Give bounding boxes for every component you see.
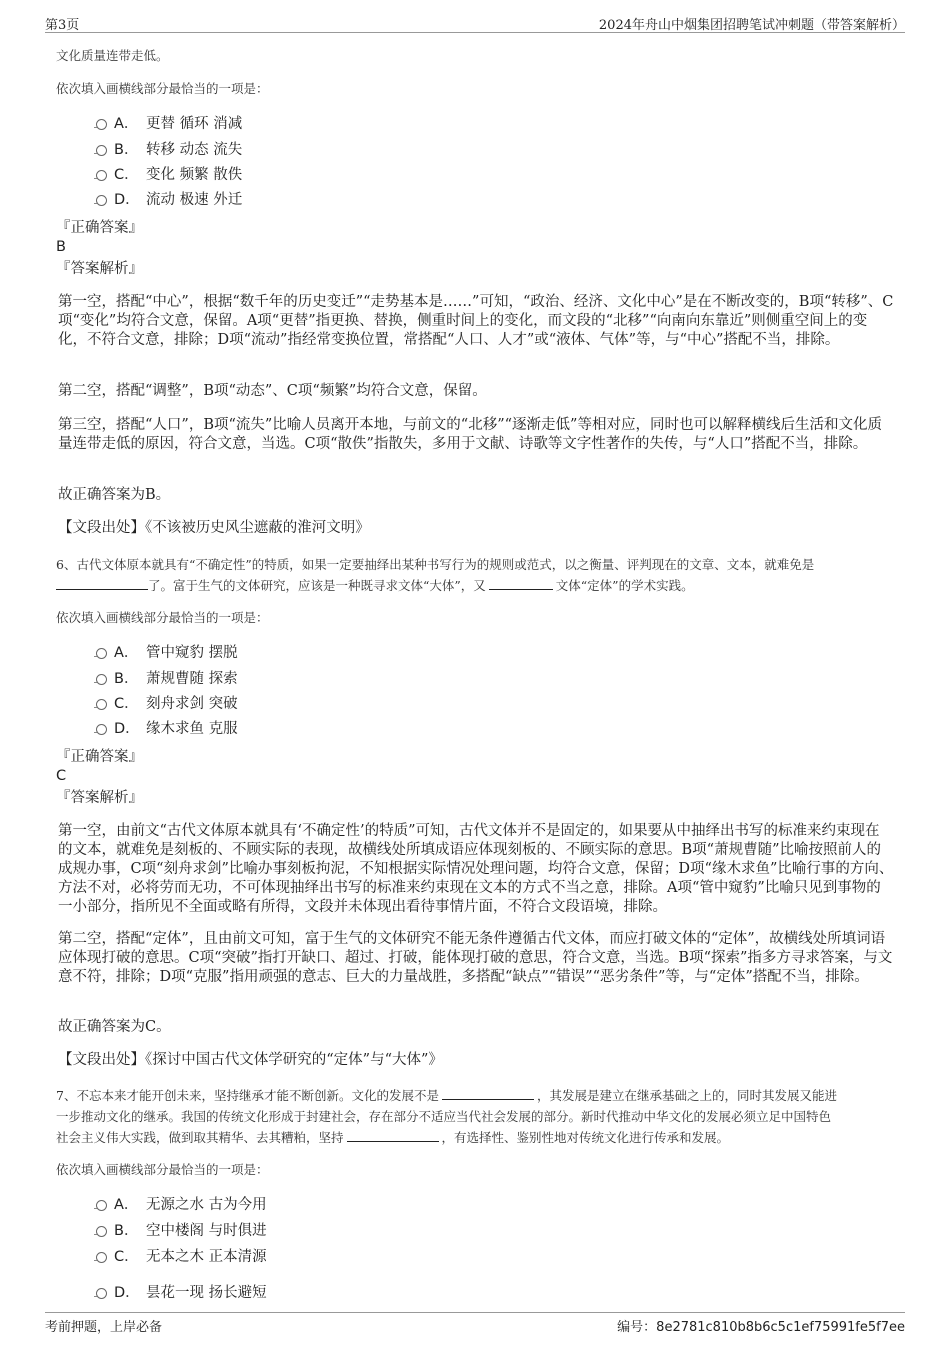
- blank-line: [347, 1129, 439, 1142]
- q5-conclusion: 故正确答案为B。: [58, 487, 171, 503]
- q6-analysis-p2: 第二空，搭配“定体”，且由前文可知，富于生气的文体研究不能无条件遵循古代文体，而应打破文体的“定体”，故横线处所填词语应体现打破的意思。C项“突破”指打开缺口、超过、打破，能体现打破的意思，符合文意，当选。B项“探索”指多方寻求答案，与文意不符，排除；D项“克服”指用顽强的意志、巨大的力量战胜，多搭配“缺点”“错误”“恶劣条件”等，与“定体”搭配不当，排除。: [58, 931, 893, 985]
- radio-icon[interactable]: [96, 170, 107, 181]
- q6-stem: 6、古代文体原本就具有“不确定性”的特质，如果一定要抽绎出某种书写行为的规则或范式，以之衡量、评判现在的文章、文本，就难免是 了。富于生气的文体研究，应该是一种既寻求文体“大体”，又 文体“定体”的学术实践。: [56, 557, 815, 593]
- blank-line: [442, 1087, 534, 1100]
- radio-icon[interactable]: [96, 1288, 107, 1299]
- page-number: 第3页: [45, 18, 80, 33]
- q7-stem: 7、不忘本来才能开创未来，坚持继承才能不断创新。文化的发展不是 ，其发展是建立在继承基础之上的，同时其发展又能进 一步推动文化的继承。我国的传统文化形成于封建社会，存在部分不适应当代社会发展的部分。新时代推动中华文化的发展必须立足中国特色 社会主义伟大实践，做到取其精华、去其糟粕，坚持 ，有选择性、鉴别性地对传统文化进行传承和发展。: [56, 1088, 837, 1145]
- radio-icon[interactable]: [96, 674, 107, 685]
- blank-line: [56, 577, 148, 590]
- q5-analysis-label: 『答案解析』: [56, 261, 143, 277]
- q6-source: 【文段出处】《探讨中国古代文体学研究的“定体”与“大体”》: [58, 1052, 443, 1068]
- radio-icon[interactable]: [96, 699, 107, 710]
- radio-icon[interactable]: [96, 1200, 107, 1211]
- radio-icon[interactable]: [96, 648, 107, 659]
- q6-analysis-p1: 第一空，由前文“古代文体原本就具有‘不确定性’的特质”可知，古代文体并不是固定的，如果要从中抽绎出书写的标准来约束现在的文本，就难免是刻板的、不顾实际的表现，故横线处所填成语应体现刻板的、不顾实际的意思。B项“萧规曹随”比喻按照前人的成规办事，C项“刻舟求剑”比喻办事刻板拘泥，不知根据实际情况处理问题，均符合文意，保留；D项“缘木求鱼”比喻行事的方向、方法不对，必将劳而无功，不可体现抽绎出书写的标准来约束现在文本的方式不当之意，排除。A项“管中窥豹”比喻只见到事物的一小部分，指所见不全面或略有所得，文段并未体现出看待事情片面，不符合文段语境，排除。: [58, 823, 894, 915]
- radio-icon[interactable]: [96, 145, 107, 156]
- q6-answer-label: 『正确答案』: [56, 749, 143, 765]
- radio-icon[interactable]: [96, 724, 107, 735]
- radio-icon[interactable]: [96, 195, 107, 206]
- document-title: 2024年舟山中烟集团招聘笔试冲刺题（带答案解析）: [598, 18, 905, 33]
- q5-stem-tail: 文化质量连带走低。: [56, 48, 169, 63]
- q6-analysis-label: 『答案解析』: [56, 790, 143, 806]
- q7-prompt: 依次填入画横线部分最恰当的一项是：: [56, 1162, 269, 1177]
- radio-icon[interactable]: [96, 1226, 107, 1237]
- footer-slogan: 考前押题，上岸必备: [45, 1320, 163, 1335]
- q6-prompt: 依次填入画横线部分最恰当的一项是：: [56, 610, 269, 625]
- blank-line: [489, 577, 553, 590]
- radio-icon[interactable]: [96, 1252, 107, 1263]
- q5-prompt: 依次填入画横线部分最恰当的一项是：: [56, 81, 269, 96]
- q5-analysis-p1: 第一空，搭配“中心”，根据“数千年的历史变迁”“走势基本是……”可知，“政治、经济、文化中心”是在不断改变的，B项“转移”、C项“变化”均符合文意，保留。A项“更替”指更换、替换，侧重时间上的变化，而文段的“北移”“向南向东靠近”则侧重空间上的变化，不符合文意，排除；D项“流动”指经常变换位置，常搭配“人口、人才”或“液体、气体”等，与“中心”搭配不当，排除。: [58, 294, 894, 348]
- q5-answer: B: [56, 239, 66, 255]
- q5-analysis-p3: 第三空，搭配“人口”，B项“流失”比喻人员离开本地，与前文的“北移”“逐渐走低”等相对应，同时也可以解释横线后生活和文化质量连带走低的原因，符合文意，当选。C项“散佚”指散失，多用于文献、诗歌等文字性著作的失传，与“人口”搭配不当，排除。: [58, 417, 882, 452]
- q5-source: 【文段出处】《不该被历史风尘遮蔽的淮河文明》: [58, 520, 370, 536]
- radio-icon[interactable]: [96, 119, 107, 130]
- page-header: [45, 12, 905, 33]
- q6-answer: C: [56, 768, 67, 784]
- page-footer: [45, 1312, 905, 1335]
- q6-conclusion: 故正确答案为C。: [58, 1019, 171, 1035]
- q5-answer-label: 『正确答案』: [56, 220, 143, 236]
- document-code: 编号：8e2781c810b8b6c5c1ef75991fe5f7ee: [617, 1320, 905, 1335]
- q5-analysis-p2: 第二空，搭配“调整”，B项“动态”、C项“频繁”均符合文意，保留。: [58, 383, 487, 399]
